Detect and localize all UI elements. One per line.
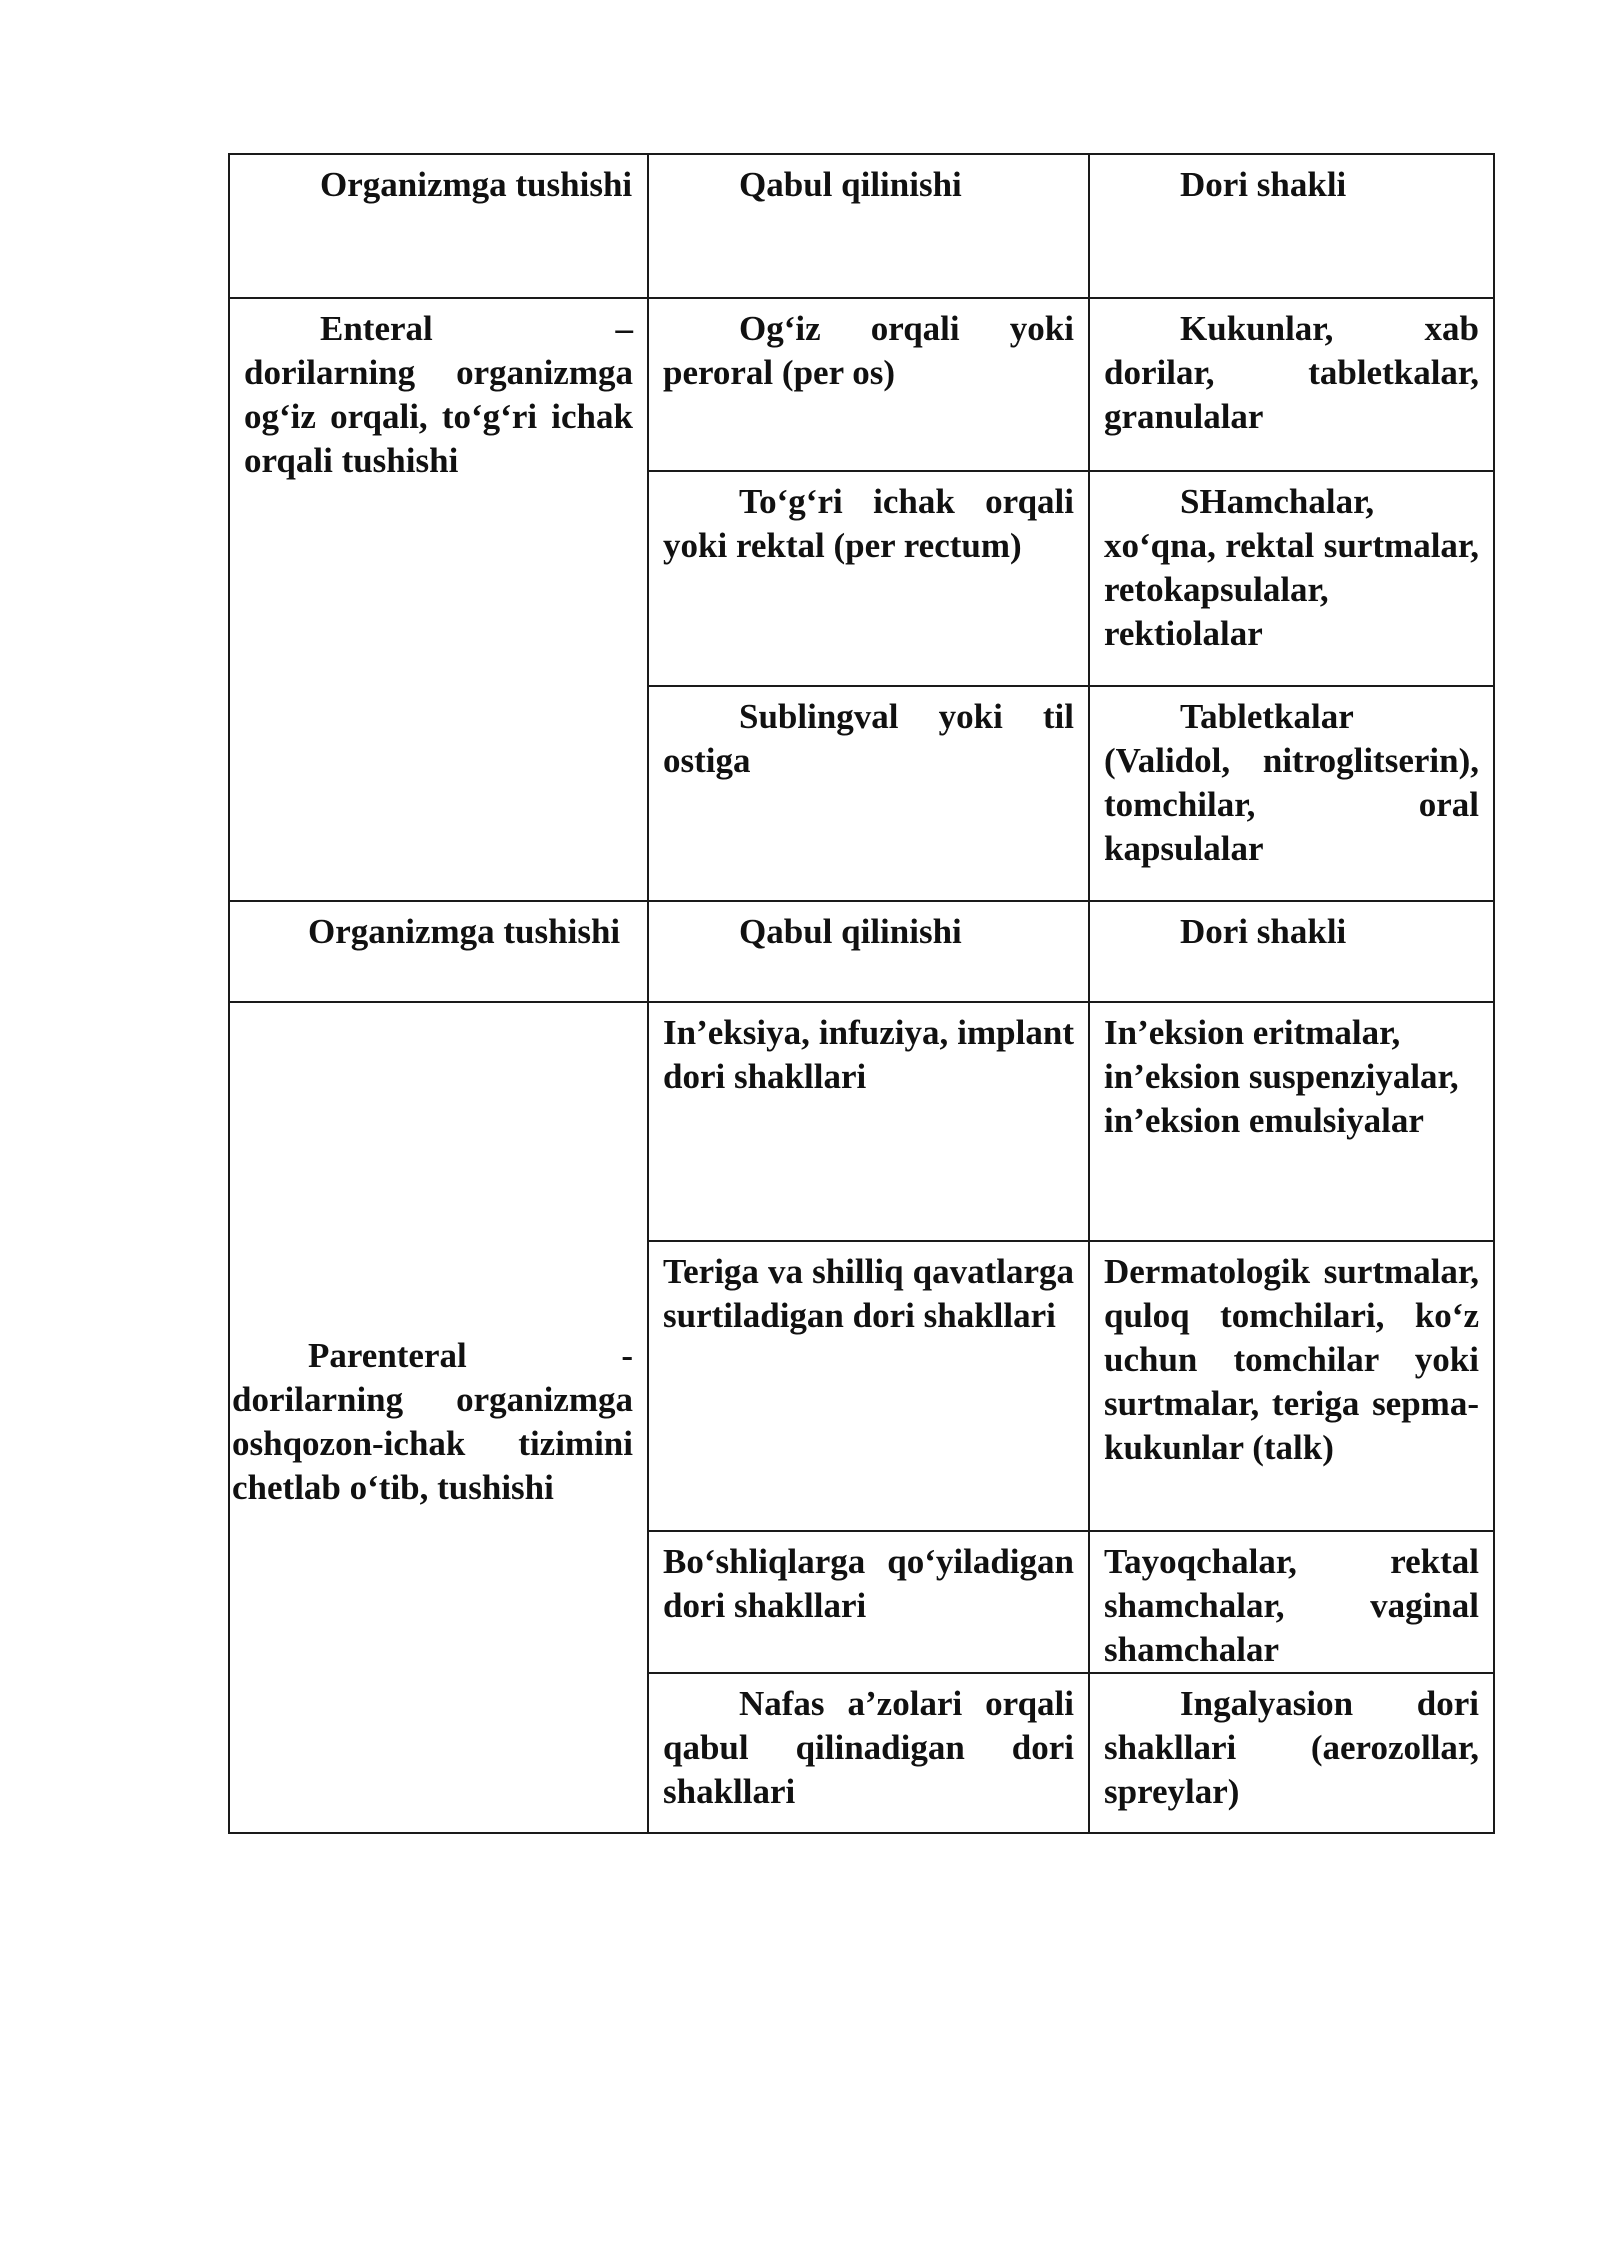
- enteral-route-text: Enteral – dorilarning organizmga og‘iz orqali, to‘g‘ri ichak orqali tushishi: [244, 309, 633, 480]
- form-text: Tayoqchalar, rektal shamchalar, vaginal shamchalar: [1104, 1542, 1479, 1669]
- header-form-cell: [1089, 154, 1494, 298]
- intake-cell: [648, 1673, 1089, 1833]
- header-route-cell: [229, 901, 648, 1002]
- header-route-cell: [229, 154, 648, 298]
- form-text: Ingalyasion dori shakllari (aerozollar, spreylar): [1104, 1684, 1479, 1811]
- header-intake-cell: [648, 154, 1089, 298]
- intake-cell: [648, 298, 1089, 471]
- table-row: [229, 298, 1494, 471]
- header-form-cell: [1089, 901, 1494, 1002]
- header-form-label: Dori shakli: [1180, 165, 1347, 204]
- intake-text: Og‘iz orqali yoki peroral (per os): [663, 309, 1074, 392]
- drug-forms-table: [228, 153, 1495, 1834]
- intake-cell: [648, 471, 1089, 686]
- header-route-label: Organizmga tushishi: [320, 165, 633, 204]
- table-header-row: [229, 154, 1494, 298]
- form-cell: [1089, 1002, 1494, 1241]
- intake-cell: [648, 1002, 1089, 1241]
- form-cell: [1089, 1531, 1494, 1673]
- form-text: Tabletkalar (Validol, nitroglitserin), tomchilar, oral kapsulalar: [1104, 697, 1479, 868]
- form-text: SHamchalar, xo‘qna, rektal surtmalar, retokapsulalar, rektiolalar: [1104, 482, 1479, 653]
- table-header-row: [229, 901, 1494, 1002]
- intake-cell: [648, 1531, 1089, 1673]
- form-text: Kukunlar, xab dorilar, tabletkalar, granulalar: [1104, 309, 1479, 436]
- form-cell: [1089, 1241, 1494, 1531]
- header-form-label: Dori shakli: [1180, 912, 1347, 951]
- form-cell: [1089, 298, 1494, 471]
- header-intake-label: Qabul qilinishi: [739, 912, 962, 951]
- form-cell: [1089, 686, 1494, 901]
- table-row: [229, 1002, 1494, 1241]
- header-intake-cell: [648, 901, 1089, 1002]
- intake-text: To‘g‘ri ichak orqali yoki rektal (per rectum): [663, 482, 1074, 565]
- intake-text: Sublingval yoki til ostiga: [663, 697, 1074, 780]
- intake-text: Nafas a’zolari orqali qabul qilinadigan dori shakllari: [663, 1684, 1074, 1811]
- form-text: In’eksion eritmalar, in’eksion suspenziyalar, in’eksion emulsiyalar: [1104, 1013, 1459, 1140]
- intake-text: In’eksiya, infuziya, implant dori shakllari: [663, 1013, 1074, 1096]
- intake-cell: [648, 1241, 1089, 1531]
- intake-text: Teriga va shilliq qavatlarga surtiladigan dori shakllari: [663, 1252, 1074, 1335]
- parenteral-route-text: Parenteral - dorilarning organizmga oshqozon-ichak tizimini chetlab o‘tib, tushishi: [232, 1335, 633, 1507]
- header-intake-label: Qabul qilinishi: [739, 165, 962, 204]
- intake-text: Bo‘shliqlarga qo‘yiladigan dori shakllari: [663, 1542, 1074, 1625]
- parenteral-route-cell: [229, 1002, 648, 1833]
- form-text: Dermatologik surtmalar, quloq tomchilari, ko‘z uchun tomchilar yoki surtmalar, teriga sepma-kukunlar (talk): [1104, 1252, 1479, 1467]
- form-cell: [1089, 1673, 1494, 1833]
- intake-cell: [648, 686, 1089, 901]
- form-cell: [1089, 471, 1494, 686]
- enteral-route-cell: [229, 298, 648, 901]
- header-route-label: Organizmga tushishi: [308, 912, 621, 951]
